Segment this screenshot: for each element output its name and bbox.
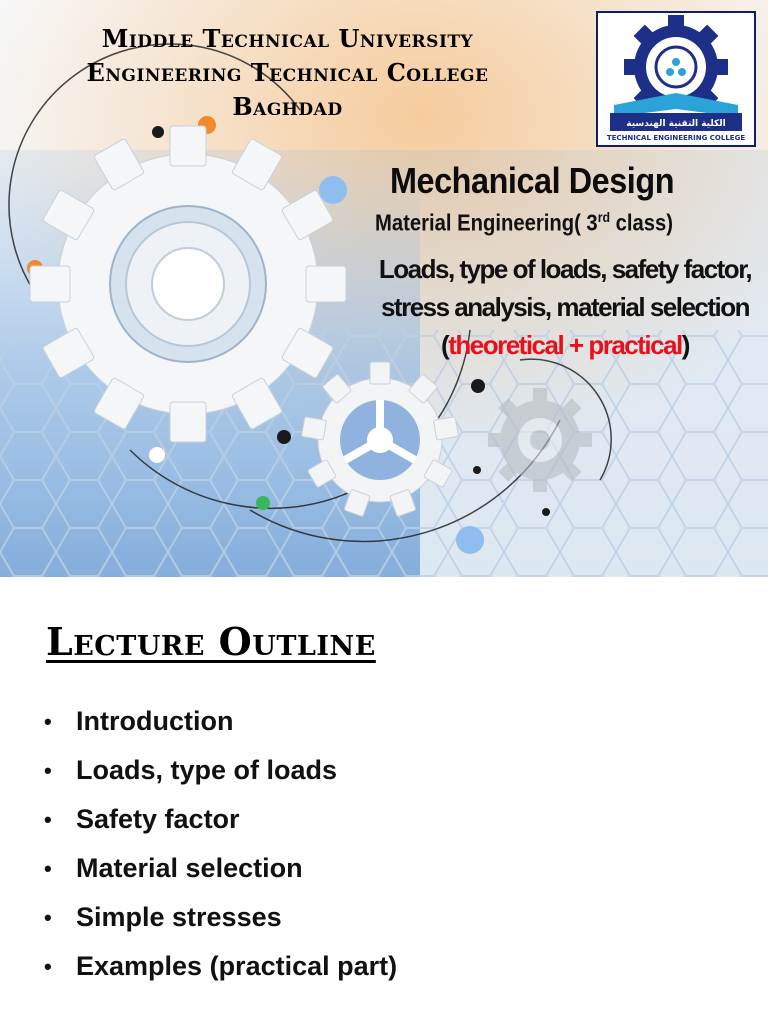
topics-line-1: Loads, type of loads, safety factor,: [378, 254, 752, 284]
bullet-icon: •: [44, 855, 52, 881]
topics-line-2: stress analysis, material selection: [380, 292, 750, 322]
course-title: Mechanical Design: [390, 160, 675, 201]
city-name: Baghdad: [232, 92, 343, 121]
list-item: • Loads, type of loads: [44, 755, 338, 785]
svg-text:الكلية التقنية الهندسية: الكلية التقنية الهندسية: [626, 119, 726, 129]
college-name: Engineering Technical College: [86, 58, 489, 87]
topics-line-3: (theoretical + practical): [441, 330, 689, 360]
list-item: • Examples (practical part): [44, 951, 398, 981]
college-logo-icon: [598, 13, 754, 145]
course-topics: [362, 250, 768, 364]
bullet-icon: •: [44, 757, 52, 783]
bullet-icon: •: [44, 953, 52, 979]
list-item: • Simple stresses: [44, 902, 282, 932]
outline-title: Lecture Outline: [46, 619, 376, 664]
university-name: Middle Technical University: [101, 24, 474, 53]
bullet-icon: •: [44, 806, 52, 832]
outline-list: [44, 697, 397, 991]
svg-text:TECHNICAL ENGINEERING COLLEGE: TECHNICAL ENGINEERING COLLEGE: [606, 134, 746, 142]
theoretical-practical-label: theoretical + practical: [448, 330, 682, 360]
list-item: • Introduction: [44, 706, 234, 736]
university-header: [0, 22, 575, 124]
bullet-icon: •: [44, 708, 52, 734]
college-logo: [596, 11, 756, 147]
list-item: • Material selection: [44, 853, 303, 883]
outline-slide: [0, 577, 768, 1024]
list-item: • Safety factor: [44, 804, 240, 834]
small-gear-icon: [488, 388, 592, 492]
course-subtitle: Material Engineering( 3rd class): [375, 209, 674, 236]
bullet-icon: •: [44, 904, 52, 930]
